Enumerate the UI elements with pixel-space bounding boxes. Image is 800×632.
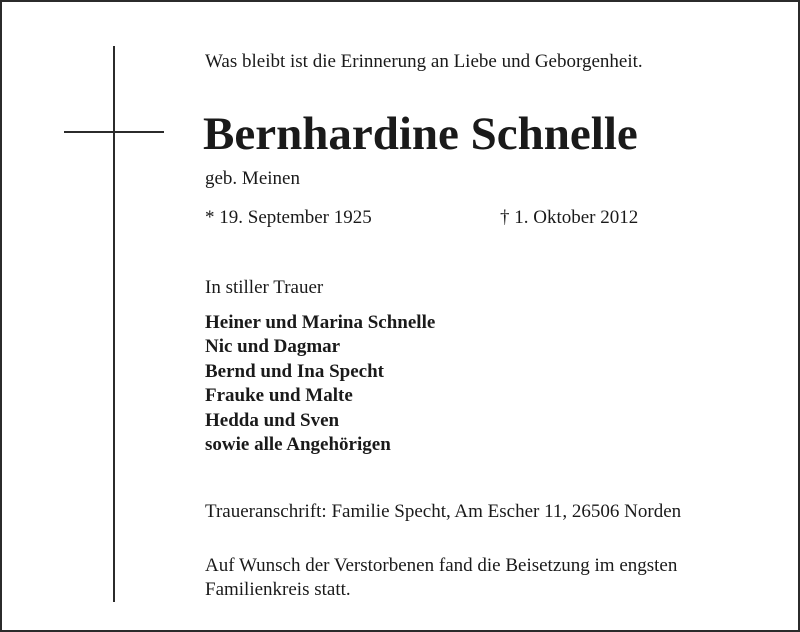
mourning-address: Traueranschrift: Familie Specht, Am Escher 11, 26506 Norden [205,501,682,522]
mourning-phrase: In stiller Trauer [205,277,324,298]
cross-icon-horizontal-bar [64,131,164,133]
funeral-note-line: Familienkreis statt. [205,579,351,600]
funeral-note [205,554,745,602]
mourner-name: Heiner und Marina Schnelle [205,312,436,333]
death-date: † 1. Oktober 2012 [500,207,639,228]
maiden-name: geb. Meinen [205,168,300,189]
mourner-name: sowie alle Angehörigen [205,434,391,456]
birth-date: * 19. September 1925 [205,207,372,228]
mourner-name: Nic und Dagmar [205,336,341,358]
mourners-list [205,311,435,457]
deceased-name: Bernhardine Schnelle [203,108,638,160]
funeral-note-line: Auf Wunsch der Verstorbenen fand die Beisetzung im engsten [205,555,678,576]
mourner-name: Frauke und Malte [205,385,353,407]
motto-text: Was bleibt ist die Erinnerung an Liebe und Geborgenheit. [205,51,643,72]
mourner-name: Hedda und Sven [205,409,340,431]
mourner-name: Bernd und Ina Specht [205,360,384,382]
cross-icon-vertical-bar [113,46,115,602]
